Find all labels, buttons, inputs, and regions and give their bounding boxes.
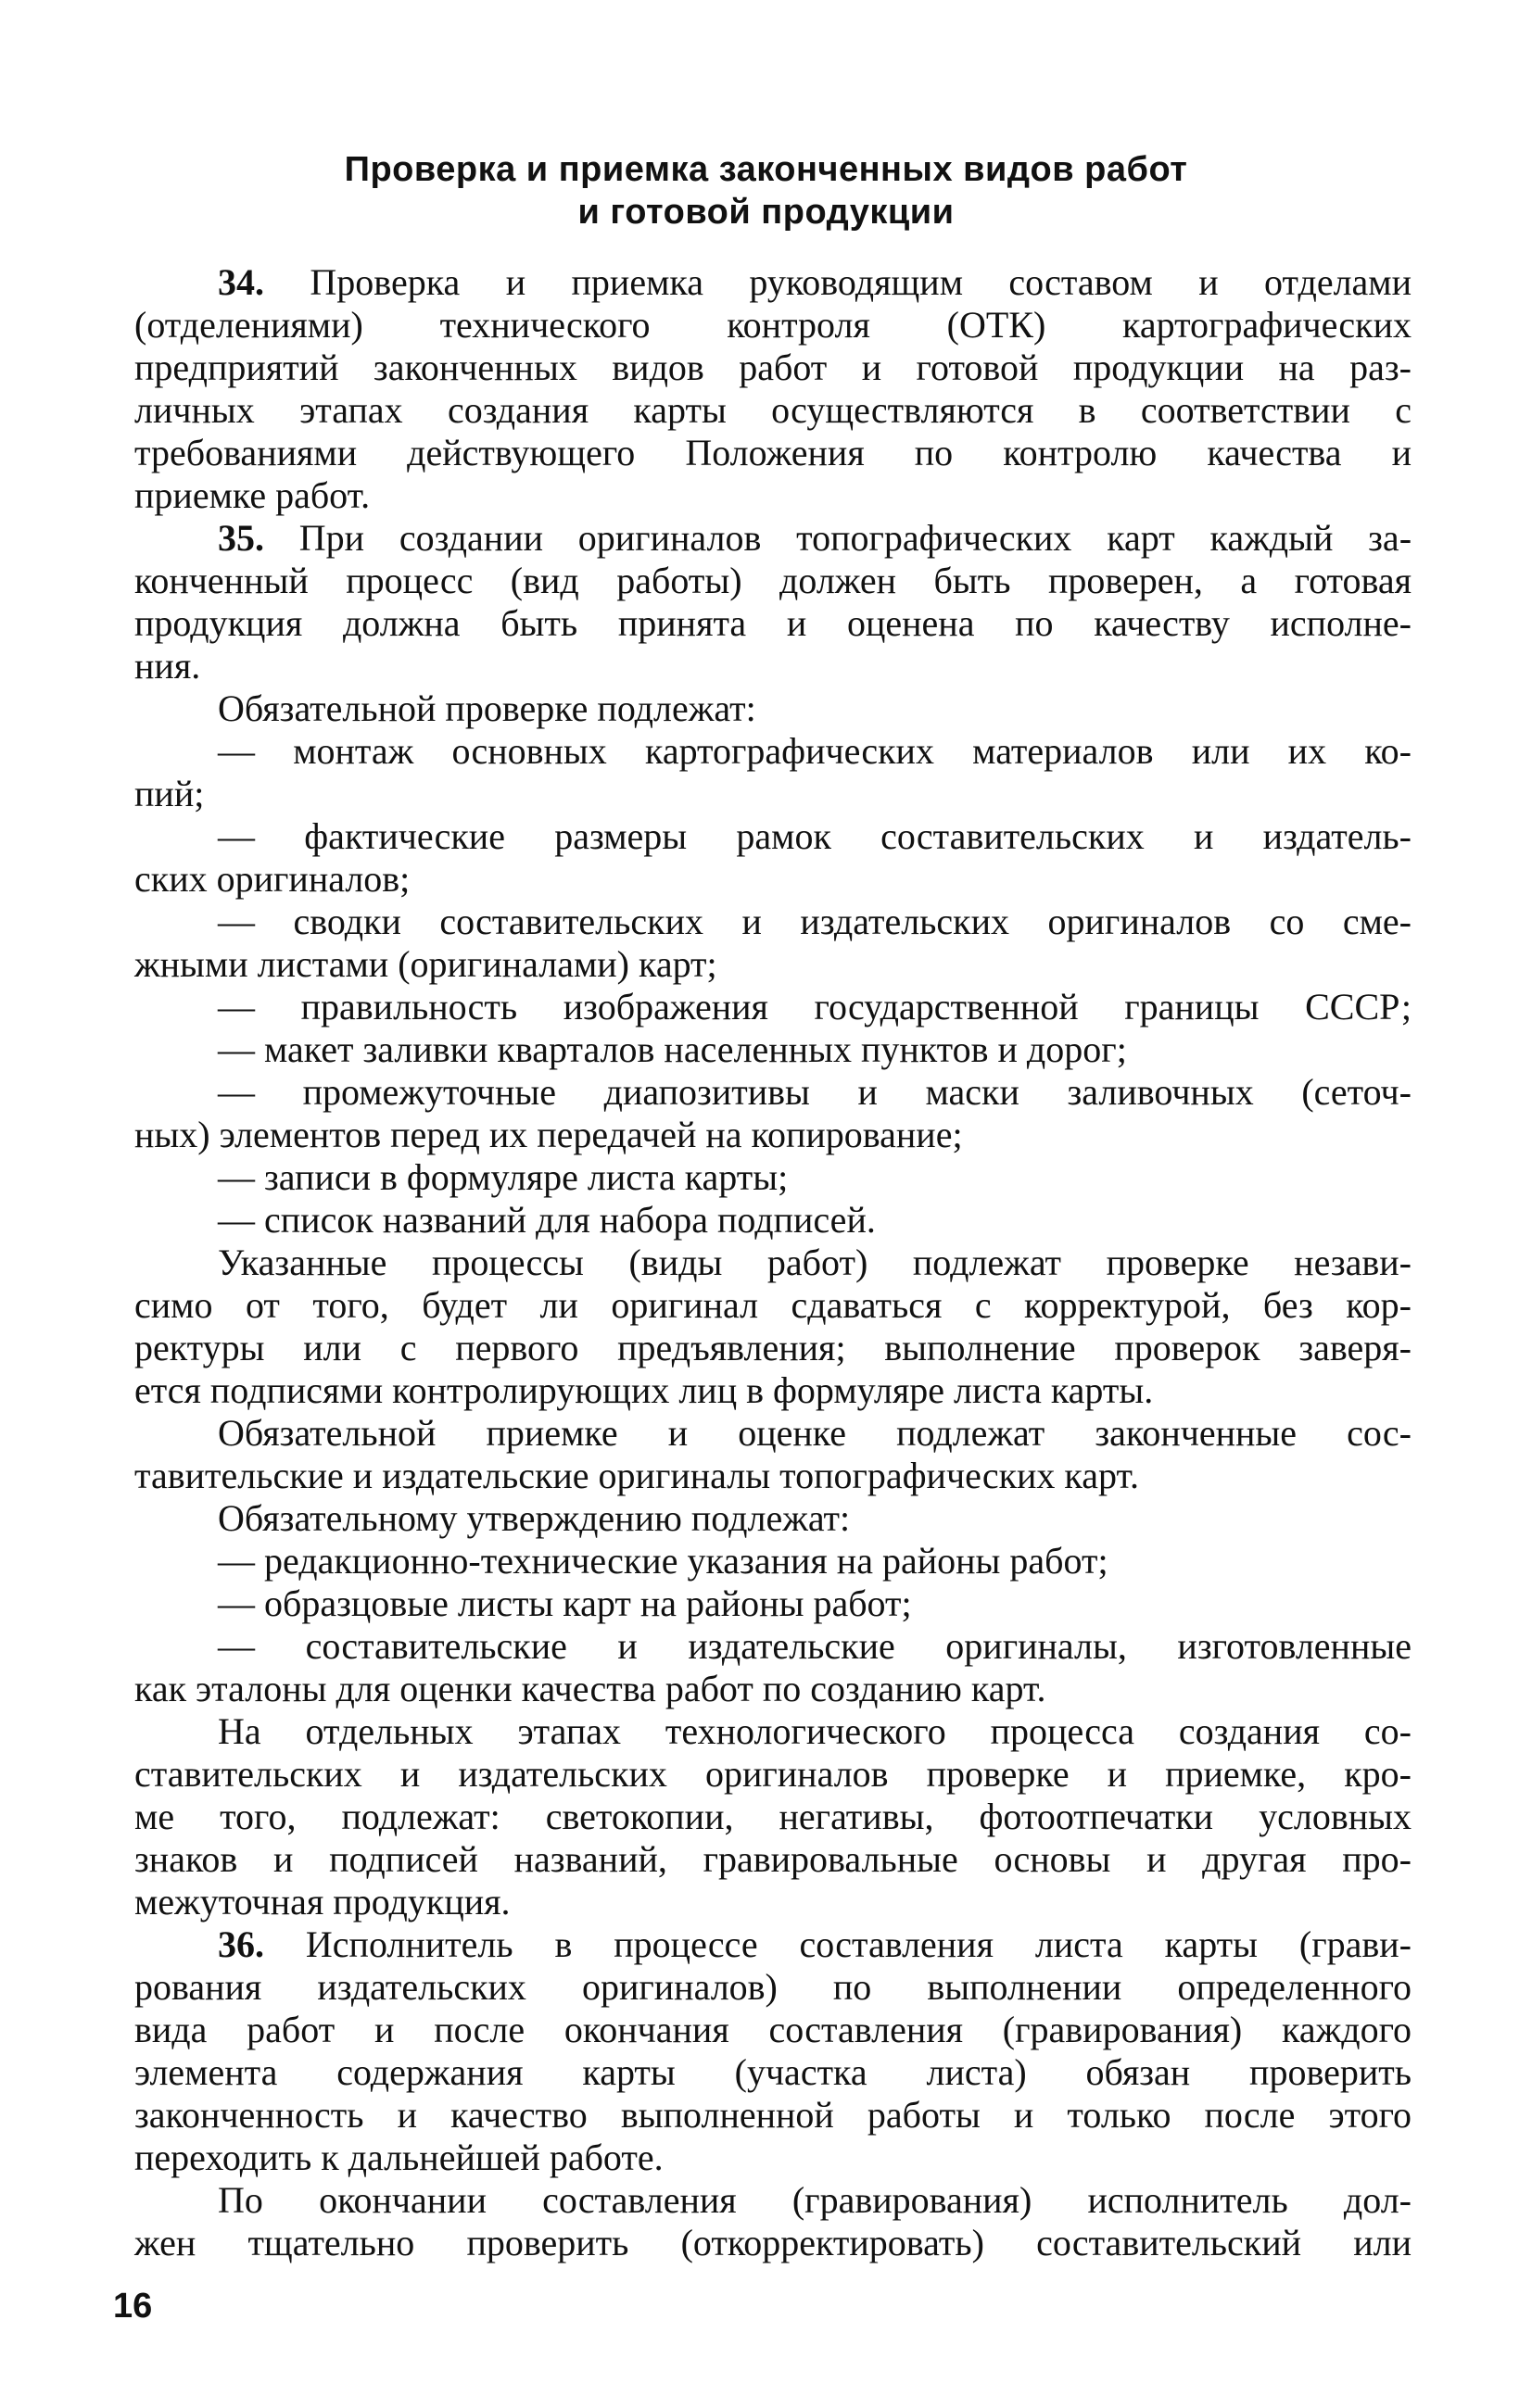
list-item: — редакционно-технические указания на районы работ; [218,1540,1108,1582]
paragraph-36-line: рования издательских оригиналов) по выполнении определенного [134,1966,1412,2008]
list-item: — сводки составительских и издательских оригиналов со сме- [218,901,1412,942]
paragraph-34-line: 34. Проверка и приемка руководящим составом и отделами [218,261,1412,303]
list-item: — макет заливки кварталов населенных пунктов и дорог; [218,1028,1127,1070]
paragraph-number: 35. [218,517,264,559]
paragraph-36-line: законченность и качество выполненной работы и только после этого [134,2094,1412,2136]
list-item: пий; [134,773,205,814]
processes-paragraph-line: ется подписями контролирующих лиц в формуляре листа карты. [134,1369,1154,1411]
list-item: — записи в формуляре листа карты; [218,1156,789,1198]
list-item: жными листами (оригиналами) карт; [134,943,717,985]
stages-paragraph-line: межуточная продукция. [134,1881,511,1923]
paragraph-35-line: конченный процесс (вид работы) должен быть проверен, а готовая [134,560,1412,601]
list-item: — правильность изображения государственной границы СССР; [218,986,1412,1027]
paragraph-35-line: ния. [134,645,201,687]
paragraph-34-line: (отделениями) технического контроля (ОТК) картографических [134,304,1412,346]
stages-paragraph-line: ме того, подлежат: светокопии, негативы, фотоотпечатки условных [134,1796,1412,1837]
mandatory-check-intro: Обязательной проверке подлежат: [218,687,756,729]
stages-paragraph-line: знаков и подписей названий, гравировальные основы и другая про- [134,1838,1412,1880]
paragraph-36-line: переходить к дальнейшей работе. [134,2137,664,2178]
acceptance-paragraph-line: Обязательной приемке и оценке подлежат законченные сос- [218,1412,1412,1454]
list-item: ских оригиналов; [134,858,411,900]
paragraph-35-line: 35. При создании оригиналов топографических карт каждый за- [218,517,1412,559]
paragraph-36-line: 36. Исполнитель в процессе составления листа карты (грави- [218,1923,1412,1965]
paragraph-34-line: личных этапах создания карты осуществляются в соответствии с [134,389,1412,431]
paragraph-36-line: вида работ и после окончания составления (гравирования) каждого [134,2009,1412,2050]
processes-paragraph-line: Указанные процессы (виды работ) подлежат проверке незави- [218,1242,1412,1283]
paragraph-34-line: требованиями действующего Положения по контролю качества и [134,432,1412,473]
final-paragraph-line: По окончании составления (гравирования) исполнитель дол- [218,2179,1412,2221]
paragraph-35-line: продукция должна быть принята и оценена по качеству исполне- [134,602,1412,644]
list-item: — список названий для набора подписей. [218,1199,876,1241]
section-heading-line-2: и готовой продукции [577,193,955,232]
stages-paragraph-line: ставительских и издательских оригиналов проверке и приемке, кро- [134,1753,1412,1795]
paragraph-36-line: элемента содержания карты (участка листа) обязан проверить [134,2051,1412,2093]
list-item: — монтаж основных картографических материалов или их ко- [218,730,1412,772]
paragraph-34-line: приемке работ. [134,474,371,516]
list-item: — промежуточные диапозитивы и маски заливочных (сеточ- [218,1071,1412,1113]
list-item: — составительские и издательские оригиналы, изготовленные [218,1625,1412,1667]
processes-paragraph-line: ректуры или с первого предъявления; выполнение проверок заверя- [134,1327,1412,1368]
page-number: 16 [113,2287,153,2326]
paragraph-number: 34. [218,261,264,303]
paragraph-number: 36. [218,1923,264,1965]
list-item: как эталоны для оценки качества работ по созданию карт. [134,1668,1046,1709]
final-paragraph-line: жен тщательно проверить (откорректировать) составительский или [134,2222,1412,2263]
list-item: — образцовые листы карт на районы работ; [218,1582,912,1624]
stages-paragraph-line: На отдельных этапах технологического процесса создания со- [218,1710,1412,1752]
paragraph-34-line: предприятий законченных видов работ и готовой продукции на раз- [134,347,1412,388]
processes-paragraph-line: симо от того, будет ли оригинал сдаваться с корректурой, без кор- [134,1284,1412,1326]
section-heading-line-1: Проверка и приемка законченных видов работ [344,150,1188,189]
list-item: ных) элементов перед их передачей на копирование; [134,1114,963,1155]
list-item: — фактические размеры рамок составительских и издатель- [218,815,1412,857]
mandatory-approval-intro: Обязательному утверждению подлежат: [218,1497,851,1539]
acceptance-paragraph-line: тавительские и издательские оригиналы топографических карт. [134,1455,1139,1496]
